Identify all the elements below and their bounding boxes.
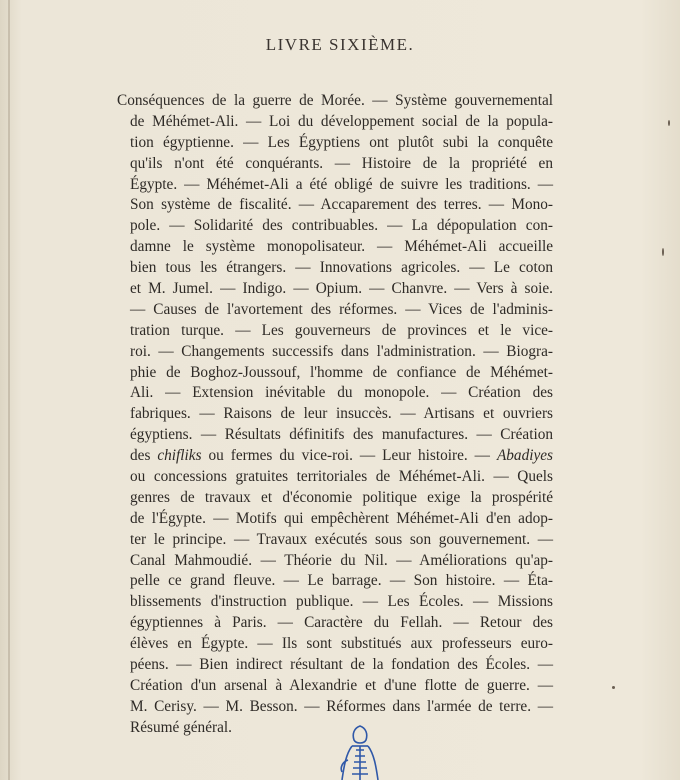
library-stamp-figure-icon xyxy=(330,720,390,780)
summary-line xyxy=(117,425,553,446)
summary-line xyxy=(117,154,553,175)
summary-line xyxy=(117,321,553,342)
summary-line xyxy=(117,237,553,258)
summary-text: Conséquences de la guerre de Morée. — Système gouvernemental xyxy=(117,92,553,109)
chapter-heading: LIVRE SIXIÈME. xyxy=(265,35,415,54)
summary-text: M. Cerisy. — M. Besson. — Réformes dans l'armée de terre. — xyxy=(130,697,553,715)
summary-line xyxy=(117,467,553,488)
summary-line xyxy=(117,175,553,196)
summary-text: blissements d'instruction publique. — Les Écoles. — Missions xyxy=(130,593,553,611)
summary-line xyxy=(117,446,553,467)
summary-line xyxy=(117,342,553,363)
summary-line xyxy=(117,195,553,216)
summary-text: Son système de fiscalité. — Accaparement des terres. — Mono- xyxy=(130,196,553,214)
summary-line xyxy=(117,112,553,133)
summary-line xyxy=(117,634,553,655)
summary-text: — Causes de l'avortement des réformes. — Vices de l'adminis- xyxy=(130,300,553,318)
summary-text: de l'Égypte. — Motifs qui empêchèrent Méhémet-Ali d'en adop- xyxy=(130,509,553,527)
page-fold xyxy=(8,0,10,780)
summary-text: damne le système monopolisateur. — Méhémet-Ali accueille xyxy=(130,238,553,256)
summary-text: ter le principe. — Travaux exécutés sous son gouvernement. — xyxy=(130,530,553,548)
summary-text: Ali. — Extension inévitable du monopole. — Création des xyxy=(130,384,553,402)
summary-text: ou fermes du vice-roi. — Leur histoire. — xyxy=(201,447,497,465)
summary-text: des xyxy=(130,447,158,465)
italic-term: chifliks xyxy=(157,447,202,465)
summary-line xyxy=(117,216,553,237)
summary-text: égyptiens. — Résultats définitifs des manufactures. — Création xyxy=(130,426,553,444)
summary-line xyxy=(117,613,553,634)
summary-line xyxy=(117,383,553,404)
summary-text: tion égyptienne. — Les Égyptiens ont plutôt subi la conquête xyxy=(130,133,553,151)
summary-text: tration turque. — Les gouverneurs de provinces et le vice- xyxy=(130,321,553,339)
summary-text: Égypte. — Méhémet-Ali a été obligé de suivre les traditions. — xyxy=(130,175,553,193)
summary-text: bien tous les étrangers. — Innovations agricoles. — Le coton xyxy=(130,259,553,277)
summary-line xyxy=(117,530,553,551)
summary-text: Création d'un arsenal à Alexandrie et d'une flotte de guerre. — xyxy=(130,676,553,694)
summary-line xyxy=(117,697,553,718)
summary-line xyxy=(117,300,553,321)
summary-text: de Méhémet-Ali. — Loi du développement social de la popula- xyxy=(130,112,553,130)
summary-text: qu'ils n'ont été conquérants. — Histoire de la propriété en xyxy=(130,154,553,172)
summary-line xyxy=(117,258,553,279)
summary-text: pelle ce grand fleuve. — Le barrage. — Son histoire. — Éta- xyxy=(130,572,553,590)
summary-line xyxy=(117,676,553,697)
summary-line xyxy=(117,592,553,613)
summary-line xyxy=(117,91,553,112)
italic-term: Abadiyes xyxy=(496,447,554,465)
summary-text: et M. Jumel. — Indigo. — Opium. — Chanvre. — Vers à soie. xyxy=(130,280,553,298)
summary-line xyxy=(117,363,553,384)
summary-line xyxy=(117,488,553,509)
summary-text: Résumé général. xyxy=(130,718,232,736)
summary-line xyxy=(117,133,553,154)
summary-text: Canal Mahmoudié. — Théorie du Nil. — Améliorations qu'ap- xyxy=(130,551,553,569)
summary-text: ou concessions gratuites territoriales de Méhémet-Ali. — Quels xyxy=(130,468,553,486)
summary-text: fabriques. — Raisons de leur insuccès. — Artisans et ouvriers xyxy=(130,405,553,423)
summary-text: genres de travaux et d'économie politique exige la prospérité xyxy=(130,488,553,506)
summary-text: pole. — Solidarité des contribuables. — La dépopulation con- xyxy=(130,217,553,235)
summary-line xyxy=(117,509,553,530)
paper-speck xyxy=(668,120,670,126)
summary-line xyxy=(117,279,553,300)
summary-text: égyptiennes à Paris. — Caractère du Fellah. — Retour des xyxy=(130,614,553,632)
chapter-summary xyxy=(117,91,553,739)
summary-text: élèves en Égypte. — Ils sont substitués aux professeurs euro- xyxy=(130,635,553,653)
summary-line xyxy=(117,655,553,676)
summary-line xyxy=(117,571,553,592)
paper-speck xyxy=(662,248,664,256)
summary-line xyxy=(117,404,553,425)
paper-speck xyxy=(612,686,615,689)
summary-line xyxy=(117,551,553,572)
summary-text: roi. — Changements successifs dans l'administration. — Biogra- xyxy=(130,342,553,360)
summary-text: phie de Boghoz-Joussouf, l'homme de confiance de Méhémet- xyxy=(130,363,553,381)
summary-text: péens. — Bien indirect résultant de la fondation des Écoles. — xyxy=(130,656,553,674)
